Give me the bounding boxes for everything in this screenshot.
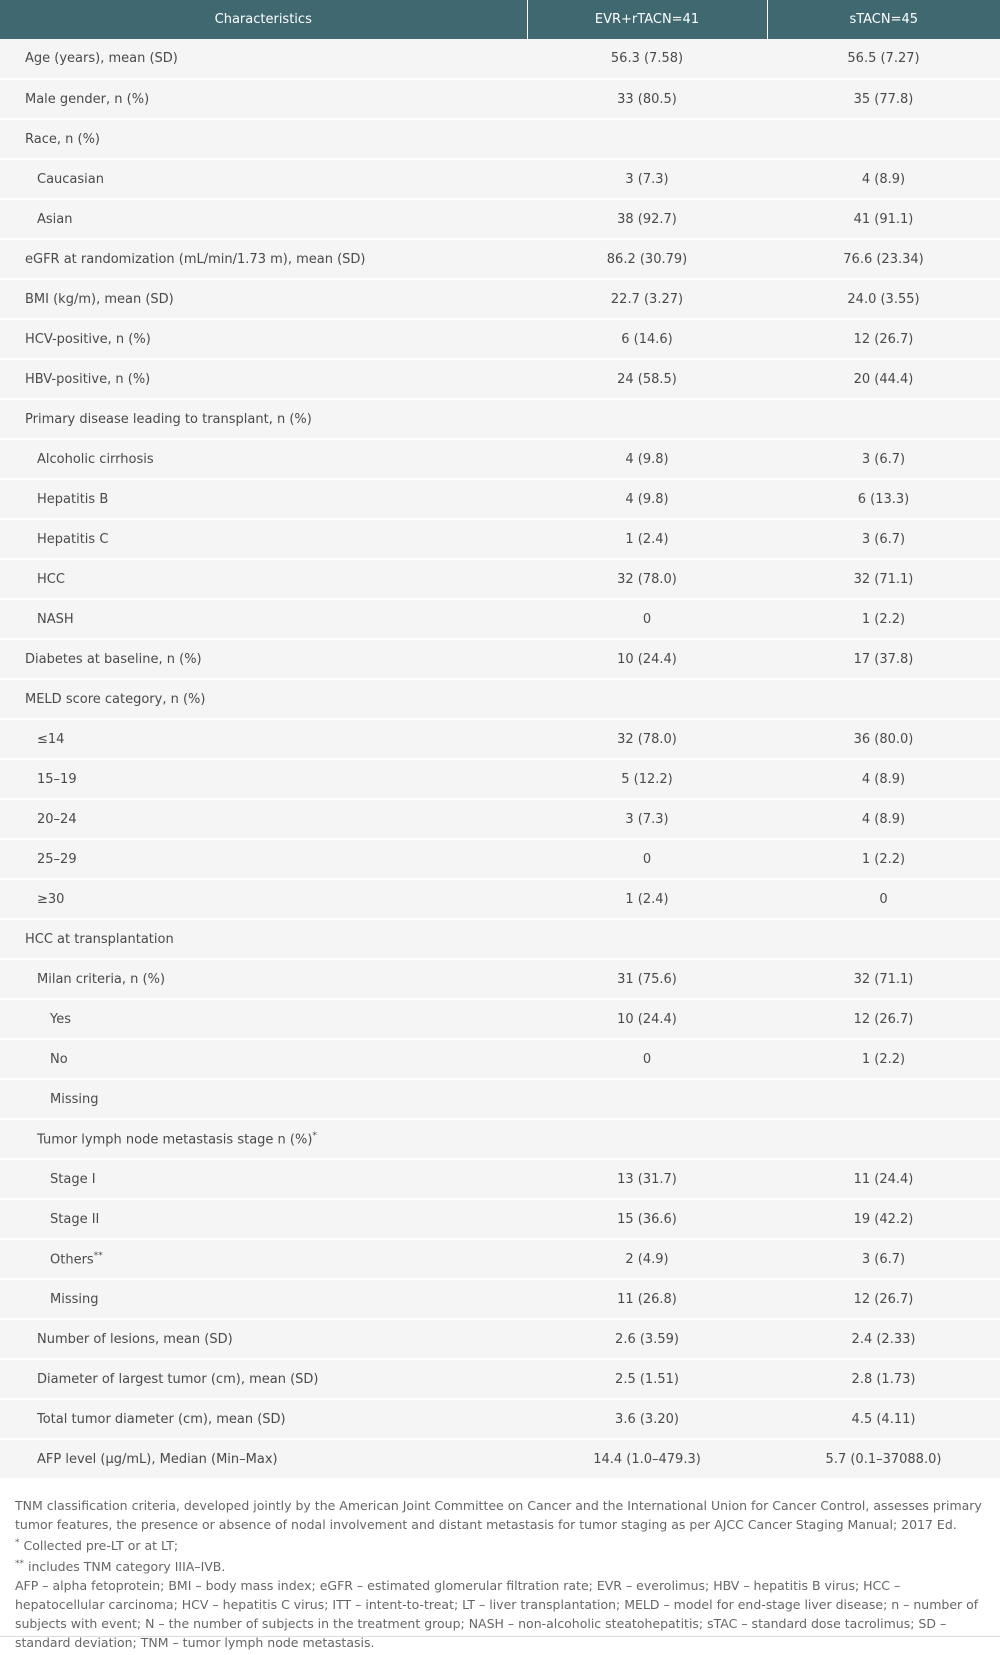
row-label-cell (0, 1079, 527, 1119)
stac-value: 2.4 (2.33) (767, 1319, 1000, 1359)
footnote-1-text: Collected pre-LT or at LT; (19, 1538, 179, 1554)
row-label-footnote-mark: ** (93, 1250, 103, 1261)
row-label: Total tumor diameter (cm), mean (SD) (37, 1411, 286, 1427)
table-row (0, 1279, 1000, 1319)
row-label-cell (0, 599, 527, 639)
row-label: eGFR at randomization (mL/min/1.73 m), mean (SD) (25, 251, 366, 267)
stac-value (767, 679, 1000, 719)
evr-value: 33 (80.5) (527, 79, 767, 119)
row-label-cell (0, 519, 527, 559)
footnote-1 (15, 1534, 985, 1555)
row-label: Milan criteria, n (%) (37, 971, 166, 987)
evr-value (527, 119, 767, 159)
table-row (0, 959, 1000, 999)
row-label: Asian (37, 211, 73, 227)
row-label: Hepatitis B (37, 491, 109, 507)
stac-value (767, 399, 1000, 439)
stac-value (767, 919, 1000, 959)
table-row (0, 1239, 1000, 1279)
evr-value: 14.4 (1.0–479.3) (527, 1439, 767, 1479)
row-label-cell (0, 919, 527, 959)
row-label: HCV-positive, n (%) (25, 331, 151, 347)
evr-value: 1 (2.4) (527, 879, 767, 919)
row-label: Stage I (50, 1171, 96, 1187)
table-row (0, 1199, 1000, 1239)
evr-value: 3 (7.3) (527, 159, 767, 199)
row-label: Tumor lymph node metastasis stage n (%) (37, 1132, 313, 1148)
table-row (0, 239, 1000, 279)
stac-value: 1 (2.2) (767, 1039, 1000, 1079)
table-row (0, 719, 1000, 759)
table-row (0, 1039, 1000, 1079)
row-label: Yes (50, 1011, 71, 1027)
header-row (0, 0, 1000, 39)
table-row (0, 1359, 1000, 1399)
row-label: Hepatitis C (37, 531, 109, 547)
evr-value: 3 (7.3) (527, 799, 767, 839)
table-row (0, 799, 1000, 839)
evr-value: 0 (527, 839, 767, 879)
evr-value: 38 (92.7) (527, 199, 767, 239)
row-label: Male gender, n (%) (25, 91, 150, 107)
evr-value: 4 (9.8) (527, 439, 767, 479)
stac-value: 56.5 (7.27) (767, 39, 1000, 79)
row-label-cell (0, 159, 527, 199)
row-label-cell (0, 319, 527, 359)
row-label-cell (0, 39, 527, 79)
row-label: Missing (50, 1091, 99, 1107)
row-label-cell (0, 679, 527, 719)
evr-value: 24 (58.5) (527, 359, 767, 399)
evr-value: 1 (2.4) (527, 519, 767, 559)
stac-value: 32 (71.1) (767, 959, 1000, 999)
evr-value (527, 399, 767, 439)
row-label: NASH (37, 611, 74, 627)
evr-value (527, 1119, 767, 1159)
footnote-1-mark: * (15, 1538, 20, 1548)
evr-value: 32 (78.0) (527, 559, 767, 599)
footnote-2-mark: ** (15, 1559, 24, 1570)
evr-value (527, 679, 767, 719)
table-footnotes (0, 1480, 1000, 1651)
table-row (0, 1319, 1000, 1359)
stac-value: 11 (24.4) (767, 1159, 1000, 1199)
stac-value (767, 1119, 1000, 1159)
evr-value: 13 (31.7) (527, 1159, 767, 1199)
row-label: ≥30 (37, 891, 65, 907)
row-label-cell (0, 1319, 527, 1359)
table-row (0, 319, 1000, 359)
stac-value: 4 (8.9) (767, 799, 1000, 839)
evr-value: 2.5 (1.51) (527, 1359, 767, 1399)
table-row (0, 1079, 1000, 1119)
stac-value: 4 (8.9) (767, 159, 1000, 199)
row-label-cell (0, 1039, 527, 1079)
row-label: Diameter of largest tumor (cm), mean (SD) (37, 1371, 319, 1387)
stac-value: 12 (26.7) (767, 319, 1000, 359)
row-label-cell (0, 239, 527, 279)
table-row (0, 199, 1000, 239)
row-label-cell (0, 839, 527, 879)
row-label: 15–19 (37, 771, 77, 787)
row-label: Number of lesions, mean (SD) (37, 1331, 233, 1347)
table-row (0, 999, 1000, 1039)
row-label-cell (0, 759, 527, 799)
header-evr-group: EVR+rTACN=41 (527, 0, 767, 39)
table-row (0, 559, 1000, 599)
row-label-cell (0, 559, 527, 599)
table-row (0, 439, 1000, 479)
table-row (0, 1159, 1000, 1199)
evr-value: 10 (24.4) (527, 999, 767, 1039)
stac-value: 2.8 (1.73) (767, 1359, 1000, 1399)
table-header (0, 0, 1000, 39)
stac-value: 1 (2.2) (767, 839, 1000, 879)
row-label-cell (0, 399, 527, 439)
row-label: Stage II (50, 1211, 100, 1227)
row-label: Race, n (%) (25, 131, 100, 147)
stac-value: 36 (80.0) (767, 719, 1000, 759)
row-label-cell (0, 1399, 527, 1439)
evr-value: 3.6 (3.20) (527, 1399, 767, 1439)
header-stac-group: sTACN=45 (849, 12, 919, 27)
row-label-cell (0, 439, 527, 479)
table-body (0, 39, 1000, 1479)
stac-value: 1 (2.2) (767, 599, 1000, 639)
table-row (0, 919, 1000, 959)
row-label-cell (0, 879, 527, 919)
row-label: HCC at transplantation (25, 931, 174, 947)
stac-value: 24.0 (3.55) (767, 279, 1000, 319)
evr-value: 0 (527, 1039, 767, 1079)
evr-value: 2.6 (3.59) (527, 1319, 767, 1359)
evr-value: 5 (12.2) (527, 759, 767, 799)
row-label-cell (0, 1159, 527, 1199)
row-label-cell (0, 479, 527, 519)
row-label-cell (0, 1359, 527, 1399)
stac-value: 4.5 (4.11) (767, 1399, 1000, 1439)
evr-value: 86.2 (30.79) (527, 239, 767, 279)
footnote-2 (15, 1555, 985, 1576)
table-row (0, 639, 1000, 679)
evr-value: 11 (26.8) (527, 1279, 767, 1319)
evr-value: 31 (75.6) (527, 959, 767, 999)
table-row (0, 1399, 1000, 1439)
evr-value: 10 (24.4) (527, 639, 767, 679)
evr-value: 15 (36.6) (527, 1199, 767, 1239)
row-label-cell (0, 1279, 527, 1319)
row-label-cell (0, 79, 527, 119)
row-label-cell (0, 359, 527, 399)
footnote-abbreviations: AFP – alpha fetoprotein; BMI – body mass index; eGFR – estimated glomerular filtration rate; EVR – everolimus; HBV – hepatitis B virus; HCC – hepatocellular carcinoma; HCV – hepatitis C virus; ITT – intent-to-treat; LT – liver transplantation; MELD – model for end-stage liver disease; n – number of subjects with event; N – the number of subjects in the treatment group; NASH – non-alcoholic steatohepatitis; sTAC – standard dose tacrolimus; SD – standard deviation; TNM – tumor lymph node metastasis. (15, 1578, 979, 1651)
row-label: Primary disease leading to transplant, n (%) (25, 411, 312, 427)
stac-value: 3 (6.7) (767, 439, 1000, 479)
row-label: ≤14 (37, 731, 65, 747)
row-label-footnote-mark: * (312, 1130, 317, 1141)
table-row (0, 359, 1000, 399)
evr-value: 4 (9.8) (527, 479, 767, 519)
row-label: Alcoholic cirrhosis (37, 451, 154, 467)
evr-value: 2 (4.9) (527, 1239, 767, 1279)
evr-value: 56.3 (7.58) (527, 39, 767, 79)
header-characteristics: Characteristics (0, 0, 527, 39)
row-label: Others (50, 1252, 94, 1268)
row-label: Missing (50, 1291, 99, 1307)
table-row (0, 399, 1000, 439)
stac-value: 41 (91.1) (767, 199, 1000, 239)
stac-value: 20 (44.4) (767, 359, 1000, 399)
stac-value: 32 (71.1) (767, 559, 1000, 599)
table-row (0, 79, 1000, 119)
evr-value: 0 (527, 599, 767, 639)
footnote-intro: TNM classification criteria, developed jointly by the American Joint Committee on Cancer and the International Union for Cancer Control, assesses primary tumor features, the presence or absence of nodal involvement and distant metastasis for tumor staging as per AJCC Cancer Staging Manual; 2017 Ed. (15, 1498, 982, 1532)
stac-value: 12 (26.7) (767, 999, 1000, 1039)
stac-value: 12 (26.7) (767, 1279, 1000, 1319)
evr-value (527, 919, 767, 959)
stac-value: 76.6 (23.34) (767, 239, 1000, 279)
stac-value: 6 (13.3) (767, 479, 1000, 519)
row-label-cell (0, 1119, 527, 1159)
row-label: No (50, 1051, 68, 1067)
row-label-cell (0, 1199, 527, 1239)
stac-value: 3 (6.7) (767, 1239, 1000, 1279)
row-label-cell (0, 959, 527, 999)
stac-value: 35 (77.8) (767, 79, 1000, 119)
stac-value (767, 1079, 1000, 1119)
table-row (0, 39, 1000, 79)
table-row (0, 1119, 1000, 1159)
row-label: AFP level (μg/mL), Median (Min–Max) (37, 1451, 278, 1467)
evr-value: 32 (78.0) (527, 719, 767, 759)
footnote-2-text: includes TNM category IIIA–IVB. (24, 1559, 226, 1575)
row-label: 20–24 (37, 811, 77, 827)
stac-value: 17 (37.8) (767, 639, 1000, 679)
table-row (0, 119, 1000, 159)
stac-value: 3 (6.7) (767, 519, 1000, 559)
stac-value: 19 (42.2) (767, 1199, 1000, 1239)
row-label-cell (0, 1239, 527, 1279)
table-row (0, 759, 1000, 799)
table-row (0, 479, 1000, 519)
row-label-cell (0, 639, 527, 679)
row-label-cell (0, 799, 527, 839)
row-label-cell (0, 999, 527, 1039)
row-label: HBV-positive, n (%) (25, 371, 151, 387)
row-label: MELD score category, n (%) (25, 691, 206, 707)
row-label-cell (0, 719, 527, 759)
table-row (0, 519, 1000, 559)
table-row (0, 679, 1000, 719)
row-label-cell (0, 199, 527, 239)
evr-value: 22.7 (3.27) (527, 279, 767, 319)
stac-value: 0 (767, 879, 1000, 919)
stac-value: 5.7 (0.1–37088.0) (767, 1439, 1000, 1479)
evr-value (527, 1079, 767, 1119)
row-label: 25–29 (37, 851, 77, 867)
evr-value: 6 (14.6) (527, 319, 767, 359)
stac-value (767, 119, 1000, 159)
row-label: Age (years), mean (SD) (25, 51, 178, 66)
row-label-cell (0, 119, 527, 159)
row-label-cell (0, 279, 527, 319)
table-row (0, 879, 1000, 919)
row-label: Caucasian (37, 171, 104, 187)
stac-value: 4 (8.9) (767, 759, 1000, 799)
table-row (0, 1439, 1000, 1479)
row-label: Diabetes at baseline, n (%) (25, 651, 202, 667)
row-label-cell (0, 1439, 527, 1479)
table-row (0, 159, 1000, 199)
table-row (0, 839, 1000, 879)
row-label: BMI (kg/m), mean (SD) (25, 291, 174, 307)
table-row (0, 599, 1000, 639)
row-label: HCC (37, 571, 65, 587)
table-row (0, 279, 1000, 319)
